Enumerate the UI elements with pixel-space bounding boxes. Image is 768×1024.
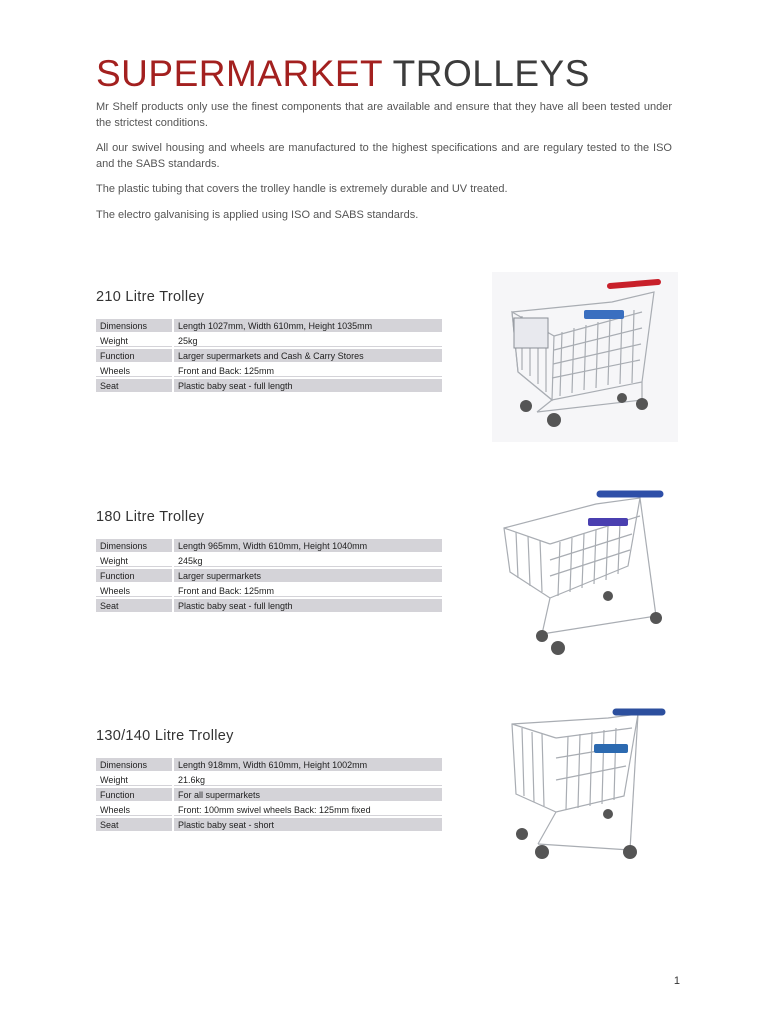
table-row [96, 773, 442, 786]
spec-key: Wheels [96, 803, 174, 816]
seat-shape [584, 310, 624, 319]
product-title: 130/140 Litre Trolley [96, 728, 234, 744]
spec-value: Front and Back: 125mm [174, 584, 442, 597]
table-row [96, 599, 442, 612]
spec-value: Plastic baby seat - full length [174, 379, 442, 392]
spec-value: 25kg [174, 334, 442, 347]
spec-key: Function [96, 788, 174, 801]
spec-value: Plastic baby seat - short [174, 818, 442, 831]
spec-value: Length 1027mm, Width 610mm, Height 1035mm [174, 319, 442, 332]
spec-value: For all supermarkets [174, 788, 442, 801]
spec-key: Wheels [96, 364, 174, 377]
table-row [96, 803, 442, 816]
page-title [96, 52, 590, 96]
table-row [96, 364, 442, 377]
table-row [96, 569, 442, 582]
spec-value: 21.6kg [174, 773, 442, 786]
table-row [96, 818, 442, 831]
spec-value: Front: 100mm swivel wheels Back: 125mm fixed [174, 803, 442, 816]
table-row [96, 539, 442, 552]
spec-value: Larger supermarkets and Cash & Carry Stores [174, 349, 442, 362]
trolley-130-140-image [508, 704, 670, 868]
spec-key: Wheels [96, 584, 174, 597]
spec-value: Plastic baby seat - full length [174, 599, 442, 612]
product-title: 210 Litre Trolley [96, 289, 205, 305]
intro-paragraph: All our swivel housing and wheels are manufactured to the highest specifications and are regulary tested to the ISO and the SABS standards. [96, 142, 672, 170]
page-number: 1 [673, 975, 680, 987]
table-row [96, 554, 442, 567]
trolley-180-image [500, 486, 668, 658]
spec-key: Seat [96, 818, 174, 831]
spec-table [96, 537, 442, 614]
spec-key: Dimensions [96, 319, 174, 332]
spec-table [96, 317, 442, 394]
intro-paragraph: The electro galvanising is applied using ISO and SABS standards. [96, 208, 419, 221]
spec-value: Front and Back: 125mm [174, 364, 442, 377]
spec-key: Weight [96, 334, 174, 347]
spec-value: Length 965mm, Width 610mm, Height 1040mm [174, 539, 442, 552]
product-210-litre [96, 289, 442, 394]
product-130-140-litre [96, 728, 442, 833]
table-row [96, 319, 442, 332]
table-row [96, 379, 442, 392]
title-rest: TROLLEYS [392, 53, 590, 94]
spec-key: Seat [96, 599, 174, 612]
spec-key: Seat [96, 379, 174, 392]
spec-key: Weight [96, 773, 174, 786]
spec-value: 245kg [174, 554, 442, 567]
intro-paragraph: The plastic tubing that covers the trolley handle is extremely durable and UV treated. [96, 183, 508, 195]
product-title: 180 Litre Trolley [96, 509, 205, 525]
table-row [96, 758, 442, 771]
spec-value: Larger supermarkets [174, 569, 442, 582]
product-180-litre [96, 509, 442, 614]
trolley-210-image [492, 272, 678, 442]
spec-key: Function [96, 569, 174, 582]
spec-key: Weight [96, 554, 174, 567]
spec-key: Dimensions [96, 758, 174, 771]
intro-text [96, 100, 672, 233]
title-accent: SUPERMARKET [96, 53, 383, 94]
spec-key: Dimensions [96, 539, 174, 552]
intro-paragraph: Mr Shelf products only use the finest components that are available and ensure that they have all been tested under the strictest conditions. [96, 101, 672, 129]
spec-table [96, 756, 442, 833]
spec-value: Length 918mm, Width 610mm, Height 1002mm [174, 758, 442, 771]
table-row [96, 788, 442, 801]
spec-key: Function [96, 349, 174, 362]
table-row [96, 334, 442, 347]
table-row [96, 349, 442, 362]
table-row [96, 584, 442, 597]
